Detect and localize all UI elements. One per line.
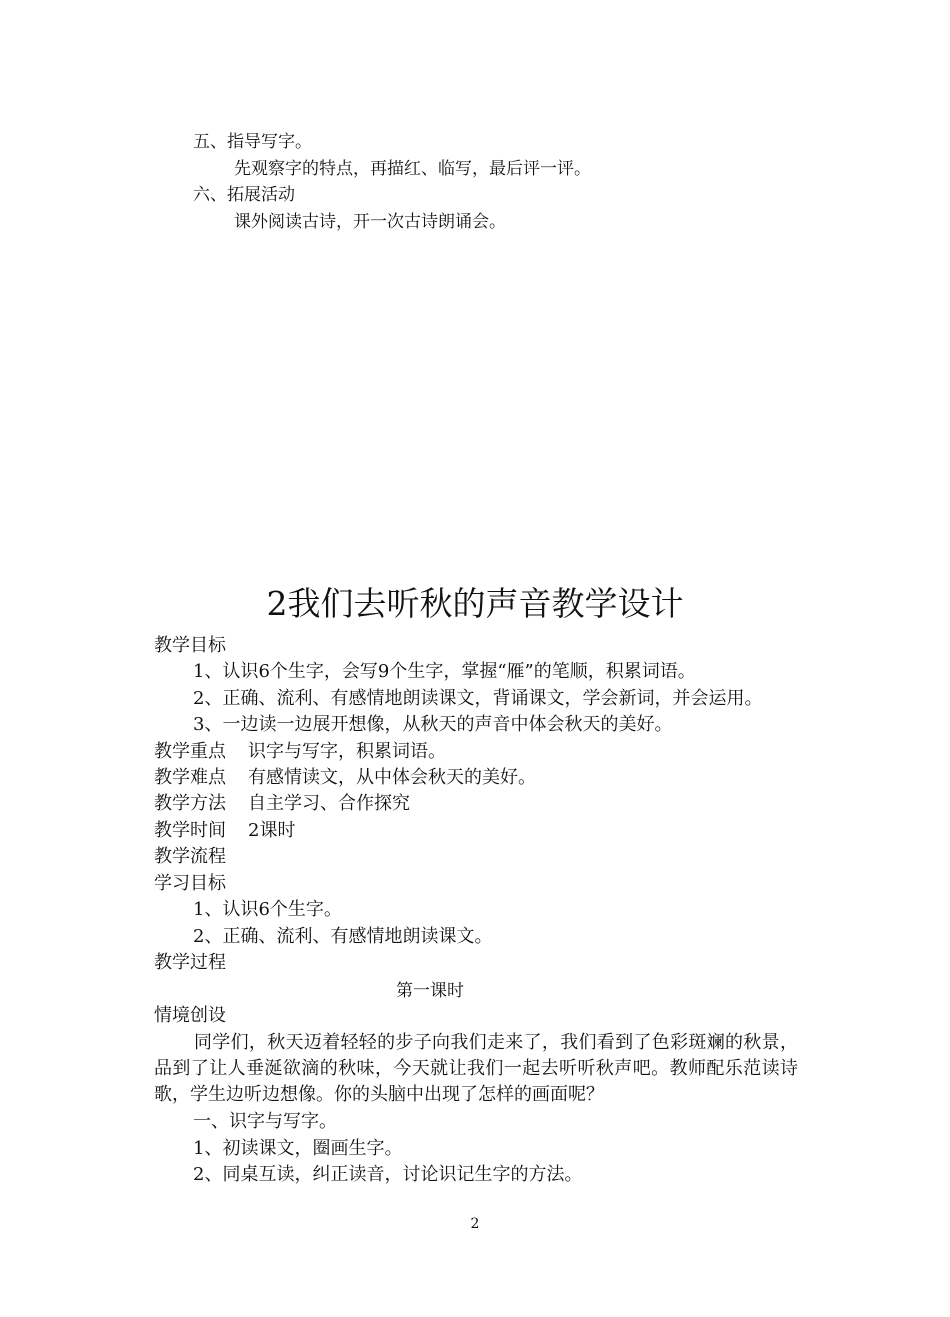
- learning-goal-item: 2、正确、流利、有感情地朗读课文。: [193, 926, 493, 947]
- step-item: 一、识字与写字。: [193, 1111, 337, 1132]
- flow-label: 教学流程: [154, 846, 226, 867]
- scenario-paragraph: 同学们，秋天迈着轻轻的步子向我们走来了，我们看到了色彩斑斓的秋景，品到了让人垂涎欲滴的秋味，今天就让我们一起去听听秋声吧。教师配乐范读诗歌，学生边听边想像。你的头脑中出现了怎样的画面呢？: [154, 1032, 798, 1105]
- time-label: 教学时间: [154, 820, 226, 841]
- key-point-value: 识字与写字，积累词语。: [248, 741, 446, 762]
- goals-label: 教学目标: [154, 635, 226, 656]
- item6-heading: 六、拓展活动: [193, 185, 295, 205]
- goal-item: 1、认识6个生字，会写9个生字，掌握“雁”的笔顺，积累词语。: [193, 661, 696, 682]
- item5-heading: 五、指导写字。: [193, 132, 312, 152]
- learning-goals-label: 学习目标: [154, 873, 226, 894]
- scenario-label: 情境创设: [154, 1005, 226, 1026]
- time-value: 2课时: [248, 820, 296, 841]
- difficulty-value: 有感情读文，从中体会秋天的美好。: [248, 767, 536, 788]
- item6-body: 课外阅读古诗，开一次古诗朗诵会。: [234, 212, 506, 232]
- difficulty-row: [154, 766, 536, 790]
- goal-item: 2、正确、流利、有感情地朗读课文，背诵课文，学会新词，并会运用。: [193, 688, 763, 709]
- method-value: 自主学习、合作探究: [248, 793, 410, 814]
- step-item: 1、初读课文，圈画生字。: [193, 1138, 403, 1159]
- lesson-label: 第一课时: [396, 981, 464, 1001]
- key-point-label: 教学重点: [154, 741, 226, 762]
- method-label: 教学方法: [154, 793, 226, 814]
- step-item: 2、同桌互读，纠正读音，讨论识记生字的方法。: [193, 1164, 583, 1185]
- page-number: 2: [470, 1216, 480, 1232]
- method-row: [154, 792, 410, 816]
- process-label: 教学过程: [154, 952, 226, 973]
- goal-item: 3、一边读一边展开想像，从秋天的声音中体会秋天的美好。: [193, 714, 673, 735]
- key-point-row: [154, 740, 446, 764]
- difficulty-label: 教学难点: [154, 767, 226, 788]
- document-title: 2我们去听秋的声音教学设计: [266, 584, 684, 623]
- learning-goal-item: 1、认识6个生字。: [193, 899, 342, 920]
- item5-body: 先观察字的特点，再描红、临写，最后评一评。: [234, 159, 591, 179]
- time-row: [154, 819, 295, 843]
